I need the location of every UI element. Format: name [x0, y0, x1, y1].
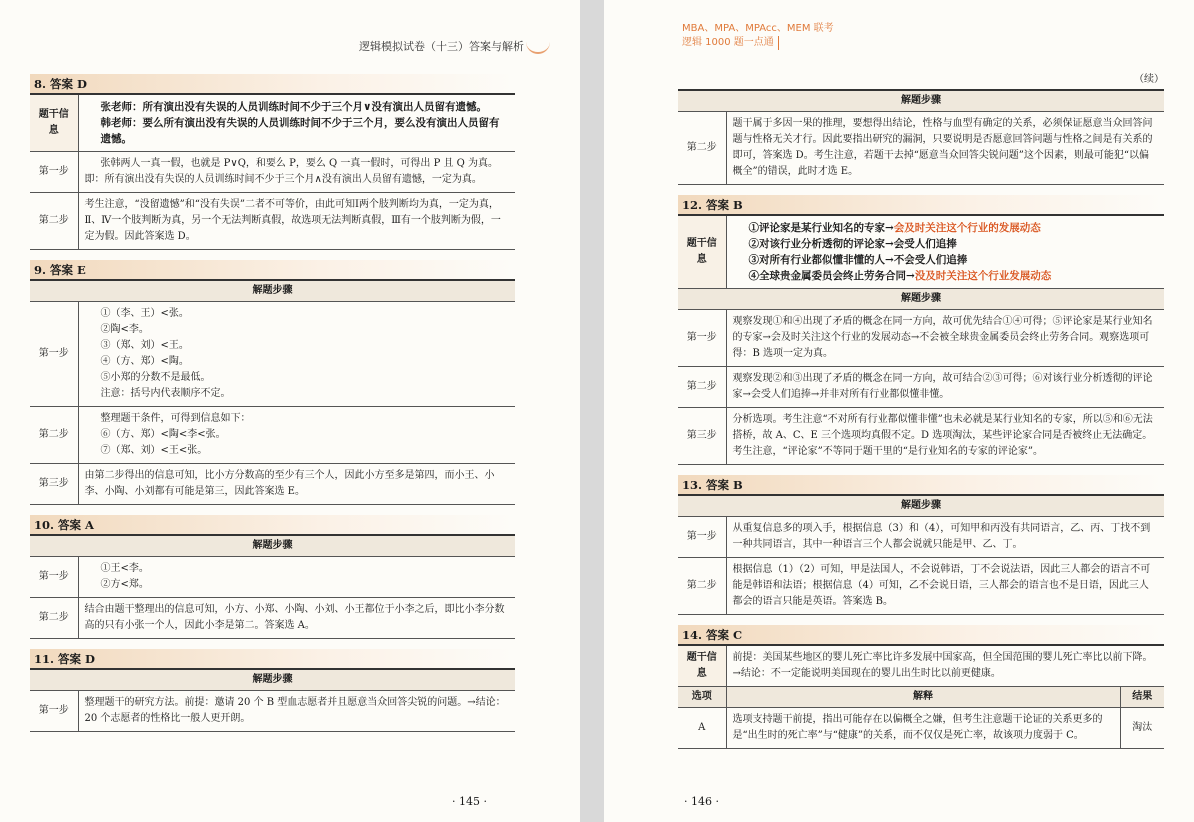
steps-header: 解题步骤: [30, 536, 515, 557]
row-label: 第一步: [30, 691, 78, 732]
step-cell: 根据信息（1）（2）可知，甲是法国人，不会说韩语，丁不会说法语，因此三人都会的语言不可能是韩语和法语；根据信息（4）可知，乙不会说日语，三人都会的语言也不是日语，因此三人都会的语言只能是英语。答案选 B。: [726, 558, 1164, 615]
info-line: [733, 236, 1159, 252]
step-line: 张韩两人一真一假，也就是 P∨Q，和要么 P，要么 Q 一真一假时，可得出 P 且 Q 为真。: [100, 158, 499, 169]
step-line: 即：所有演出没有失误的人员训练时间不少于三个月∧没有演出人员留有遗憾，一定为真。: [84, 174, 482, 185]
answer-heading-8: 8. 答案 D: [30, 74, 515, 95]
row-label: 第二步: [678, 558, 726, 615]
step-cell: 考生注意，“没留遗憾”和“没有失误”二者不可等价，由此可知Ⅰ两个肢判断均为真，一定为真，Ⅱ、Ⅳ一个肢判断为真，另一个无法判断真假，故选项无法判断真假，Ⅲ有一个肢判断为假，一定为假。因此答案选 D。: [78, 193, 515, 250]
step-cell: 从重复信息多的项入手，根据信息（3）和（4），可知甲和丙没有共同语言，乙、丙、丁找不到一种共同语言，其中一种语言三个人都会说就只能是甲、乙、丁。: [726, 517, 1164, 558]
right-content: [678, 70, 1164, 749]
solution-table-9: [30, 281, 515, 505]
row-label: 题干信息: [678, 646, 726, 687]
info-line: [733, 220, 1159, 236]
step-line: ④（方、郑）<陶。: [100, 356, 189, 367]
row-label: 第一步: [30, 557, 78, 598]
right-page: [604, 0, 1194, 822]
step-line: ⑥（方、郑）<陶<李<张。: [100, 429, 226, 440]
row-label: 第一步: [30, 152, 78, 193]
row-label: 第二步: [678, 367, 726, 408]
step-cell: [78, 407, 515, 464]
info-text-highlight: 会及时关注这个行业的发展动态: [893, 222, 1041, 234]
info-text: ④全球贵金属委员会终止劳务合同→: [748, 270, 915, 282]
step-line: ⑦（郑、刘）<王<张。: [100, 445, 208, 456]
solution-table-11-cont: [678, 89, 1164, 185]
running-head: 逻辑模拟试卷（十三）答案与解析: [359, 40, 524, 53]
solution-table-14: [678, 646, 1164, 749]
column-header-option: 选项: [678, 687, 726, 708]
step-line: 注意：括号内代表顺序不定。: [100, 388, 231, 399]
answer-heading-10: 10. 答案 A: [30, 515, 515, 536]
step-line: ③（郑、刘）<王。: [100, 340, 189, 351]
row-label: 第二步: [30, 407, 78, 464]
decorative-swirl-icon: [526, 40, 550, 54]
continued-mark: （续）: [1134, 74, 1164, 85]
info-cell: [78, 95, 515, 152]
column-header-explain: 解释: [726, 687, 1120, 708]
answer-heading-11: 11. 答案 D: [30, 649, 515, 670]
info-line: 韩老师：要么所有演出没有失误的人员训练时间不少于三个月，要么没有演出人员留有遗憾。: [100, 117, 500, 145]
info-line: [733, 252, 1159, 268]
option-cell: A: [678, 708, 726, 749]
info-cell: 前提：美国某些地区的婴儿死亡率比许多发展中国家高，但全国范围的婴儿死亡率比以前下降。→结论：不一定能说明美国现在的婴儿出生时比以前更健康。: [726, 646, 1164, 687]
answer-heading-13: 13. 答案 B: [678, 475, 1164, 496]
step-cell: [78, 152, 515, 193]
step-line: ⑤小郑的分数不是最低。: [100, 372, 211, 383]
info-text: ③对所有行业都似懂非懂的人→不会受人们追捧: [748, 254, 968, 266]
info-line: [733, 268, 1159, 284]
row-label: 题干信息: [30, 95, 78, 152]
solution-table-11: [30, 670, 515, 732]
row-label: 第三步: [678, 408, 726, 465]
page-gutter: [580, 0, 604, 822]
step-line: ①王<李。: [100, 563, 149, 574]
info-text: ①评论家是某行业知名的专家→: [748, 222, 894, 234]
row-label: 第一步: [678, 517, 726, 558]
row-label: 第三步: [30, 464, 78, 505]
solution-table-10: [30, 536, 515, 639]
left-content: [30, 74, 515, 732]
row-label: 第一步: [30, 302, 78, 407]
step-cell: 由第二步得出的信息可知，比小方分数高的至少有三个人，因此小方至多是第四，而小王、小李、小陶、小刘都有可能是第三，因此答案选 E。: [78, 464, 515, 505]
steps-header: 解题步骤: [678, 496, 1164, 517]
steps-header: 解题步骤: [30, 281, 515, 302]
row-label: 第一步: [678, 310, 726, 367]
steps-header: 解题步骤: [678, 90, 1164, 112]
step-cell: [78, 557, 515, 598]
row-label: 第二步: [30, 598, 78, 639]
steps-header: 解题步骤: [30, 670, 515, 691]
answer-heading-12: 12. 答案 B: [678, 195, 1164, 216]
info-line: 张老师：所有演出没有失误的人员训练时间不少于三个月∨没有演出人员留有遗憾。: [100, 101, 488, 113]
page-number: · 145 ·: [452, 795, 487, 808]
running-head: [682, 22, 834, 50]
row-label: 第二步: [30, 193, 78, 250]
column-header-result: 结果: [1120, 687, 1164, 708]
info-text-highlight: 没及时关注这个行业发展动态: [914, 270, 1052, 282]
step-cell: 题干属于多因一果的推理，要想得出结论，性格与血型有确定的关系，必须保证愿意当众回答问题与性格无关才行。因此要指出研究的漏洞，只要说明是否愿意回答问题与性格之间是有关系的即可，答案选 D。考生注意，若题干去掉“愿意当众回答尖锐问题”这个因素，则最可能犯“以偏概全”的错误，此时才选 E。: [726, 112, 1164, 185]
step-line: 整理题干条件，可得到信息如下：: [100, 413, 251, 424]
step-line: ①（李、王）<张。: [100, 308, 189, 319]
result-cell: 淘汰: [1120, 708, 1164, 749]
step-cell: 结合由题干整理出的信息可知，小方、小郑、小陶、小刘、小王都位于小李之后，即比小李分数高的只有小张一个人，因此小李是第二。答案选 A。: [78, 598, 515, 639]
answer-heading-9: 9. 答案 E: [30, 260, 515, 281]
step-cell: 观察发现②和③出现了矛盾的概念在同一方向，故可结合②③可得；⑥对该行业分析透彻的评论家→会受人们追捧→并非对所有行业都似懂非懂。: [726, 367, 1164, 408]
row-label: 第二步: [678, 112, 726, 185]
page-number: · 146 ·: [684, 795, 719, 808]
solution-table-12: [678, 216, 1164, 465]
info-text: ②对该行业分析透彻的评论家→会受人们追捧: [748, 238, 957, 250]
info-cell: [726, 216, 1164, 289]
row-label: 题干信息: [678, 216, 726, 289]
step-cell: 分析选项。考生注意“不对所有行业都似懂非懂”也未必就是某行业知名的专家，所以⑤和⑥无法搭桥，故 A、C、E 三个选项均真假不定。D 选项淘汰，某些评论家合同是否被终止无法确定。考生注意，“评论家”不等同于题干里的“是行业知名的专家的评论家”。: [726, 408, 1164, 465]
running-head-line: MBA、MPA、MPAcc、MEM 联考: [682, 23, 834, 34]
step-cell: 观察发现①和④出现了矛盾的概念在同一方向，故可优先结合①④可得；⑤评论家是某行业知名的专家→会及时关注这个行业的发展动态→不会被全球贵金属委员会终止劳务合同。观察选项可得：B 选项一定为真。: [726, 310, 1164, 367]
left-page: [0, 0, 580, 822]
step-line: ②方<郑。: [100, 579, 149, 590]
step-line: ②陶<李。: [100, 324, 149, 335]
step-cell: 整理题干的研究方法。前提：邀请 20 个 B 型血志愿者并且愿意当众回答尖锐的问题。→结论：20 个志愿者的性格比一般人更开朗。: [78, 691, 515, 732]
steps-header: 解题步骤: [678, 289, 1164, 310]
answer-heading-14: 14. 答案 C: [678, 625, 1164, 646]
step-cell: [78, 302, 515, 407]
solution-table-8: [30, 95, 515, 250]
running-head-line: 逻辑 1000 题一点通: [682, 36, 779, 50]
explain-cell: 选项支持题干前提，指出可能存在以偏概全之嫌，但考生注意题干论证的关系更多的是“出生时的死亡率”与“健康”的关系，而不仅仅是死亡率，故该项力度弱于 C。: [726, 708, 1120, 749]
solution-table-13: [678, 496, 1164, 615]
